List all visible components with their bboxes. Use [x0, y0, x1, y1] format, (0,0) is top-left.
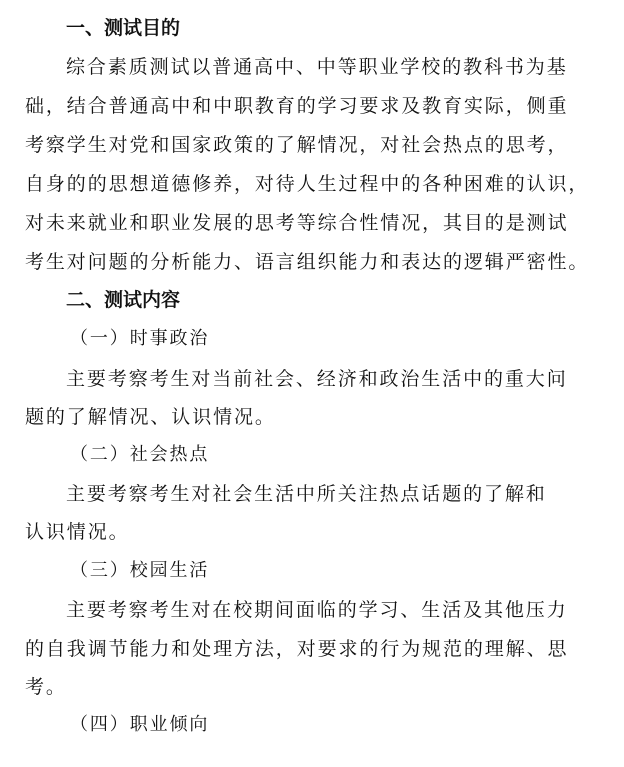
- paragraph-line: 主要考察考生对当前社会、经济和政治生活中的重大问: [66, 368, 568, 390]
- subsection-title-campus-life: （三）校园生活: [70, 560, 210, 581]
- paragraph-line: 对未来就业和职业发展的思考等综合性情况，其目的是测试: [25, 212, 569, 234]
- paragraph-line: 考察学生对党和国家政策的了解情况，对社会热点的思考，: [25, 134, 569, 156]
- section-heading-purpose: 一、测试目的: [66, 17, 181, 39]
- paragraph-line: 认识情况。: [25, 521, 130, 543]
- paragraph-line: 主要考察考生对社会生活中所关注热点话题的了解和: [66, 483, 547, 505]
- paragraph-line: 自身的的思想道德修养，对待人生过程中的各种困难的认识，: [25, 173, 590, 195]
- subsection-title-career-orientation: （四）职业倾向: [70, 714, 210, 735]
- paragraph-line: 考。: [25, 676, 67, 698]
- paragraph-line: 础，结合普通高中和中职教育的学习要求及教育实际，侧重: [25, 95, 569, 117]
- paragraph-line: 考生对问题的分析能力、语言组织能力和表达的逻辑严密性。: [25, 251, 590, 273]
- paragraph-line: 的自我调节能力和处理方法，对要求的行为规范的理解、思: [25, 638, 569, 660]
- section-heading-content: 二、测试内容: [66, 289, 181, 311]
- paragraph-line: 主要考察考生对在校期间面临的学习、生活及其他压力: [66, 599, 568, 621]
- paragraph-line: 综合素质测试以普通高中、中等职业学校的教科书为基: [66, 56, 568, 78]
- subsection-title-social-topics: （二）社会热点: [70, 444, 210, 465]
- paragraph-line: 题的了解情况、认识情况。: [25, 406, 276, 428]
- subsection-title-current-affairs: （一）时事政治: [70, 328, 210, 349]
